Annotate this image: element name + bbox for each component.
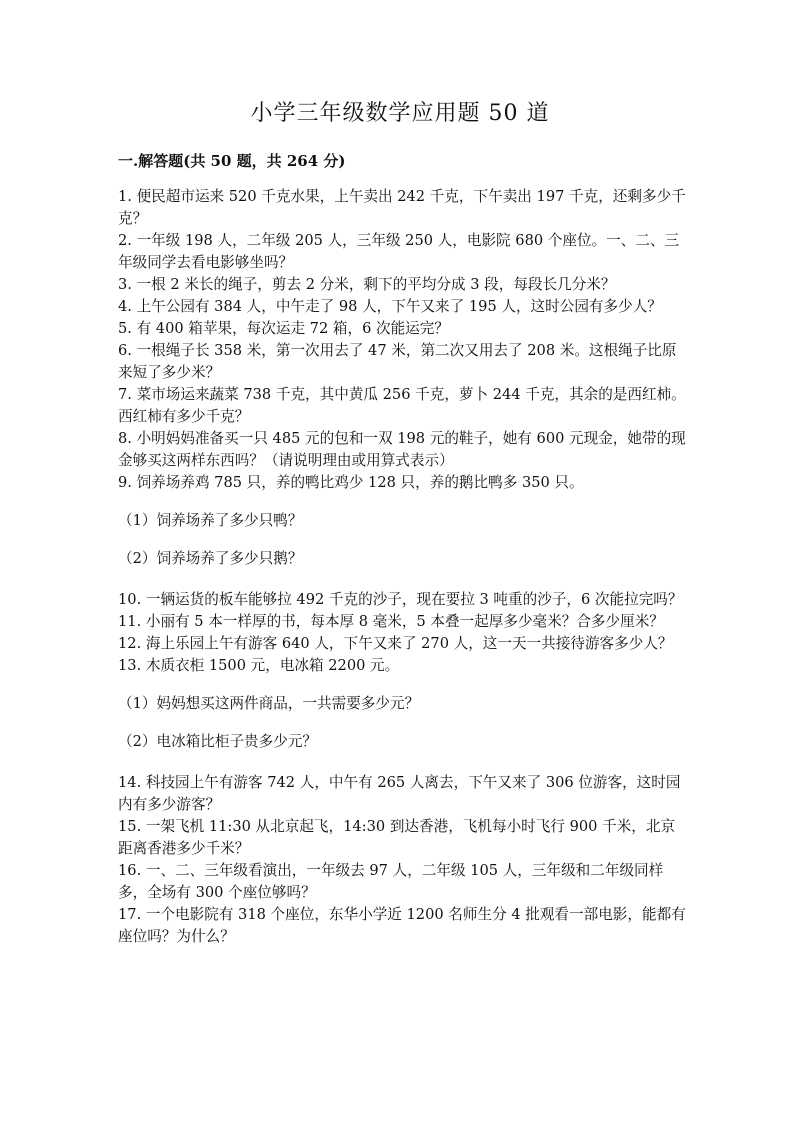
spacer [118,532,688,548]
question-9: 9. 饲养场养鸡 785 只，养的鸭比鸡少 128 只，养的鹅比鸭多 350 只。 [118,474,584,491]
question-4: 4. 上午公园有 384 人，中午走了 98 人，下午又来了 195 人，这时公园有多少人？ [118,298,662,315]
spacer [118,677,688,693]
spacer [118,494,688,510]
question-6: 6. 一根绳子长 358 米，第一次用去了 47 米，第二次又用去了 208 米。这根绳子比原来短了多少米？ [118,342,677,381]
spacer [118,715,688,731]
section-heading: 一.解答题(共 50 题，共 264 分) [118,152,346,170]
question-13-part-2: （2）电冰箱比柜子贵多少元？ [118,733,318,750]
question-1: 1. 便民超市运来 520 千克水果，上午卖出 242 千克，下午卖出 197 千克，还剩多少千克？ [118,188,686,227]
question-12: 12. 海上乐园上午有游客 640 人，下午又来了 270 人，这一天一共接待游客多少人？ [118,635,673,652]
question-10: 10. 一辆运货的板车能够拉 492 千克的沙子，现在要拉 3 吨重的沙子，6 次能拉完吗？ [118,591,683,608]
question-14: 14. 科技园上午有游客 742 人，中午有 265 人离去，下午又来了 306 位游客，这时园内有多少游客？ [118,774,681,813]
question-8: 8. 小明妈妈准备买一只 485 元的包和一双 198 元的鞋子，她有 600 元现金，她带的现金够买这两样东西吗？（请说明理由或用算式表示） [118,430,686,469]
spacer [118,753,688,772]
question-13-part-1: （1）妈妈想买这两件商品，一共需要多少元？ [118,695,420,712]
question-17: 17. 一个电影院有 318 个座位，东华小学近 1200 名师生分 4 批观看一部电影，能都有座位吗？为什么？ [118,906,686,945]
question-5: 5. 有 400 箱苹果，每次运走 72 箱，6 次能运完？ [118,320,449,337]
page-title: 小学三年级数学应用题 50 道 [250,101,550,126]
question-9-part-2: （2）饲养场养了多少只鹅？ [118,550,303,567]
question-16: 16. 一、二、三年级看演出，一年级去 97 人，二年级 105 人，三年级和二年级同样多，全场有 300 个座位够吗？ [118,862,664,901]
question-list [118,186,688,948]
question-11: 11. 小丽有 5 本一样厚的书，每本厚 8 毫米，5 本叠一起厚多少毫米？合多少厘米？ [118,613,664,630]
question-2: 2. 一年级 198 人，二年级 205 人，三年级 250 人，电影院 680 个座位。一、二、三年级同学去看电影够坐吗？ [118,232,680,271]
question-7: 7. 菜市场运来蔬菜 738 千克，其中黄瓜 256 千克，萝卜 244 千克，其余的是西红柿。西红柿有多少千克？ [118,386,686,425]
question-15: 15. 一架飞机 11:30 从北京起飞，14:30 到达香港，飞机每小时飞行 900 千米，北京距离香港多少千米？ [118,818,676,857]
question-13: 13. 木质衣柜 1500 元，电冰箱 2200 元。 [118,657,400,674]
spacer [118,570,688,589]
question-9-part-1: （1）饲养场养了多少只鸭？ [118,512,303,529]
question-3: 3. 一根 2 米长的绳子，剪去 2 分米，剩下的平均分成 3 段，每段长几分米？ [118,276,616,293]
